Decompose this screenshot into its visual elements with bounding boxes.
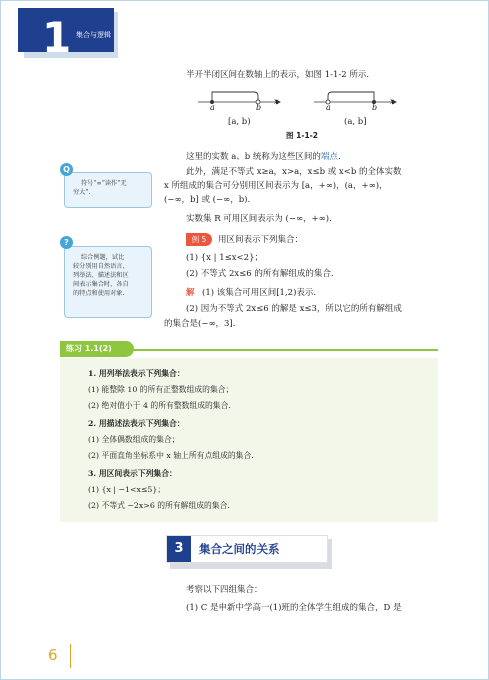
solution-line-3: 的集合是(−∞，3].	[164, 319, 236, 329]
chapter-number: 1	[42, 13, 72, 62]
note1-line1: 符号“∞”读作“无	[81, 180, 127, 187]
sidebar-note-infinity	[64, 172, 152, 208]
section-title: 集合之间的关系	[199, 542, 280, 556]
fig-left-x: x	[274, 97, 279, 106]
note2-line2: 较分别用自然语言、	[73, 263, 129, 270]
term-endpoint: 端点	[320, 152, 338, 162]
para3: 实数集 R 可用区间表示为 (−∞，+∞).	[186, 214, 332, 224]
para1-after: .	[337, 152, 341, 162]
fig-right-a: a	[326, 103, 331, 112]
practice-line-4: 2. 用描述法表示下列集合：	[88, 419, 185, 428]
practice-line-9: (2) 不等式 −2x>6 的所有解组成的集合.	[88, 501, 230, 510]
practice-line-5: (1) 全体偶数组成的集合；	[88, 435, 180, 444]
chapter-badge	[18, 8, 114, 62]
note2-line3: 列举法、描述法和区	[73, 272, 129, 279]
note1-line2: 穷大”.	[73, 189, 91, 196]
question-icon: ?	[60, 236, 73, 249]
note2-line4: 间表示集合时，各自	[73, 281, 129, 288]
fig-right-b: b	[372, 103, 378, 112]
example-title: 用区间表示下列集合：	[218, 235, 304, 245]
consider-line: 考察以下四组集合：	[186, 585, 263, 595]
page-number-rule	[70, 644, 71, 668]
section-number: 3	[167, 536, 191, 562]
chapter-title: 集合与逻辑	[76, 31, 111, 39]
search-icon: Q	[60, 163, 73, 176]
fig-right-caption: (a, b]	[344, 117, 367, 127]
page-number: 6	[48, 646, 58, 664]
sidebar-note-compare	[64, 246, 152, 318]
para-endpoints	[186, 151, 341, 163]
para2-line3: (−∞，b] 或 (−∞，b).	[164, 195, 251, 205]
practice-line-3: (2) 绝对值小于 4 的所有整数组成的集合.	[88, 401, 231, 410]
note2-line1: 综合例题，试比	[81, 254, 125, 261]
practice-line-8: (1) {x | −1<x≤5}；	[88, 485, 166, 494]
fig-left-b: b	[256, 103, 262, 112]
example-item-2: (2) 不等式 2x≤6 的所有解组成的集合.	[186, 269, 334, 279]
fig-left-caption: [a, b)	[228, 117, 251, 127]
solution-label: 解	[186, 288, 195, 298]
note2-line5: 的特点和使用对象.	[73, 290, 125, 297]
practice-line-1: 1. 用列举法表示下列集合：	[88, 369, 185, 378]
consider-item-1: (1) C 是申新中学高一(1)班的全体学生组成的集合，D 是	[186, 603, 402, 613]
intro-line: 半开半闭区间在数轴上的表示，如图 1-1-2 所示.	[186, 70, 370, 80]
para2-line2: x 所组成的集合可分别用区间表示为 [a，+∞)，(a，+∞)，	[164, 181, 388, 191]
section-heading	[166, 535, 328, 563]
figure-label: 图 1-1-2	[286, 131, 318, 140]
practice-line-6: (2) 平面直角坐标系中 x 轴上所有点组成的集合.	[88, 451, 254, 460]
practice-line-2: (1) 能整除 10 的所有正整数组成的集合；	[88, 385, 234, 394]
practice-line-7: 3. 用区间表示下列集合：	[88, 469, 177, 478]
para1-before: 这里的实数 a、b 统称为这些区间的	[186, 152, 321, 162]
example-tag: 例 5	[186, 233, 212, 246]
solution-line-2: (2) 因为不等式 2x≤6 的解是 x≤3，所以它的所有解组成	[186, 304, 402, 314]
fig-right-x: x	[390, 97, 395, 106]
fig-left-a: a	[210, 103, 215, 112]
para2-line1: 此外，满足不等式 x≥a，x>a，x≤b 或 x<b 的全体实数	[186, 167, 402, 177]
practice-tag: 练习 1.1(2)	[60, 341, 134, 357]
solution-line-1: (1) 该集合可用区间[1,2)表示.	[202, 288, 317, 298]
example-item-1: (1) {x | 1≤x<2}；	[186, 253, 263, 263]
